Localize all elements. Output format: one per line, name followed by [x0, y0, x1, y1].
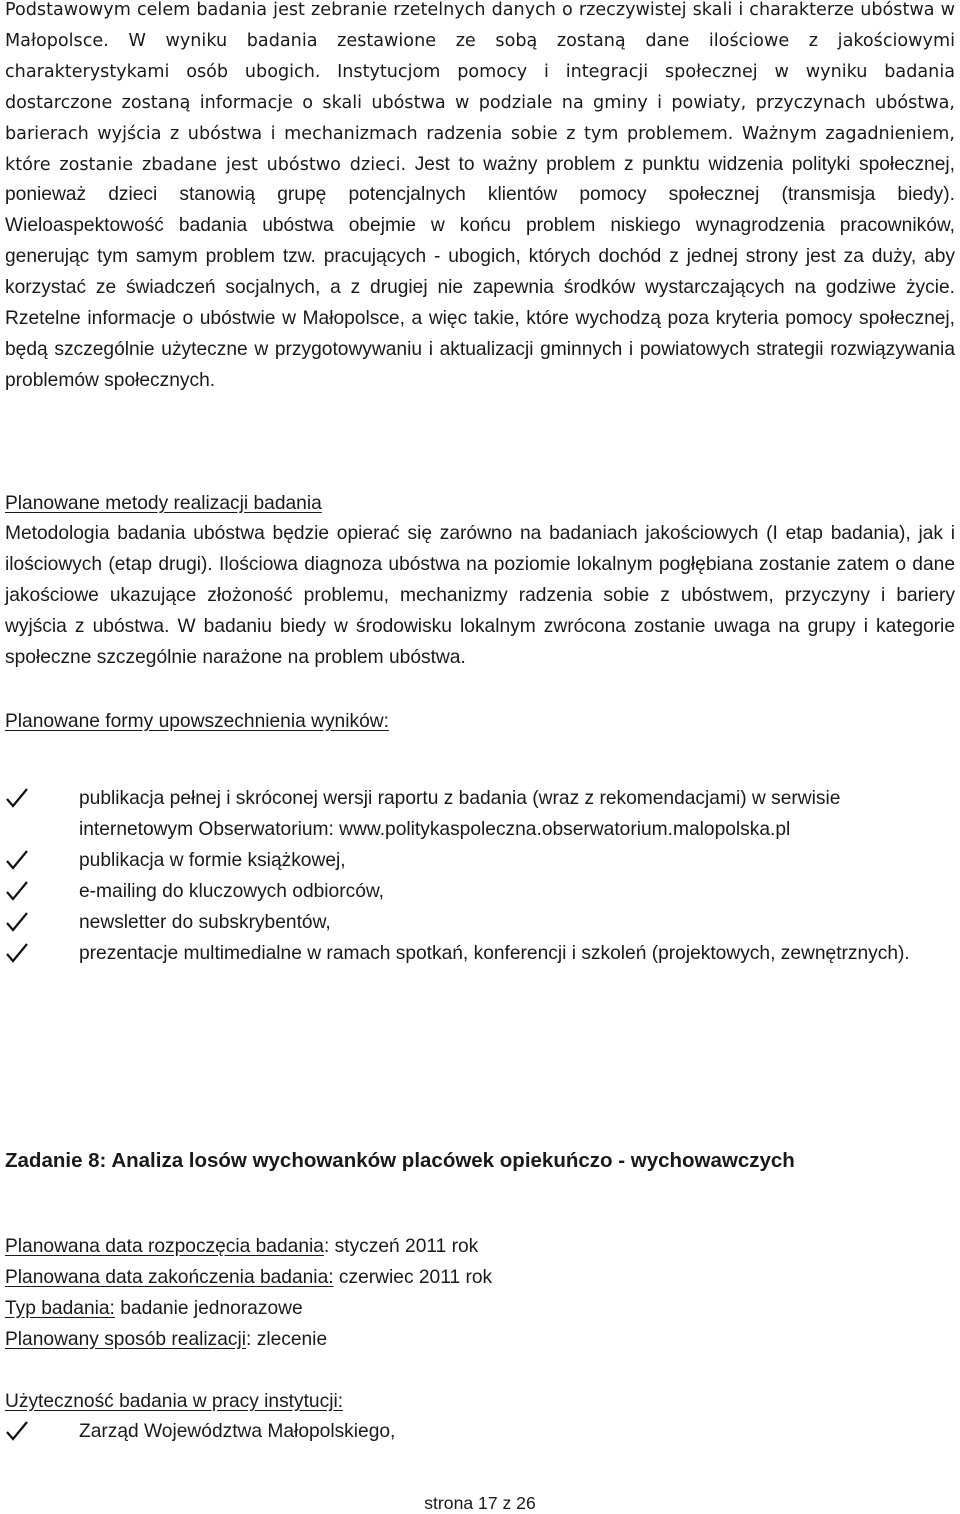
list-item: [5, 846, 955, 877]
usefulness-heading: Użyteczność badania w pracy instytucji:: [5, 1391, 344, 1412]
intro-text-part3: Jest to ważny problem z punktu widzenia polityki społecznej, ponieważ dzieci stanowią grupę potencjalnych klientów pomocy społecznej (transmisja biedy). Wieloaspektowość badania ubóstwa obejmie w końcu problem niskiego wynagrodzenia pracowników, generując tym samym problem tzw. pracujących - ubogich, których dochód z jednej strony jest za duży, aby korzystać ze świadczeń socjalnych, a z drugiej nie zapewnia środków wystarczających na godziwe życie. Rzetelne informacje o ubóstwie w Małopolsce, a więc takie, które wychodzą poza kryteria pomocy społecznej, będą szczególnie użyteczne w przygotowywaniu i aktualizacji gminnych i powiatowych strategii rozwiązywania problemów społecznych.: [5, 153, 955, 391]
list-item-text: e-mailing do kluczowych odbiorców,: [79, 880, 385, 902]
mode-label: Planowany sposób realizacji: [5, 1328, 247, 1350]
list-item: [5, 784, 955, 846]
list-item-text: publikacja pełnej i skróconej wersji raportu z badania (wraz z rekomendacjami) w serwisie internetowym Obserwatorium: www.politykaspoleczna.obserwatorium.malopolska.pl: [79, 788, 841, 840]
list-item-text: newsletter do subskrybentów,: [79, 911, 331, 933]
list-item: [5, 908, 955, 939]
list-item-text: prezentacje multimedialne w ramach spotkań, konferencji i szkoleń (projektowych, zewnętrznych).: [79, 942, 910, 964]
start-date-line: [5, 1232, 955, 1263]
methods-paragraph: [5, 519, 955, 674]
list-item-text: Zarząd Województwa Małopolskiego,: [79, 1421, 396, 1442]
type-line: [5, 1294, 955, 1325]
page-number: strona 17 z 26: [424, 1493, 536, 1513]
intro-text-part2: Instytucjom pomocy i integracji społecznej w wyniku badania dostarczone zostaną informacje o skali ubóstwa w podziale na gminy i powiaty, przyczynach ubóstwa, barierach wyjścia z ubóstwa i mechanizmach radzenia sobie z tym problemem. Ważnym zagadnieniem, które zostanie zbadane jest ubóstwo dzieci.: [5, 61, 955, 175]
list-item: [5, 877, 955, 908]
checkmark-icon: [5, 941, 29, 965]
checkmark-icon: [5, 1419, 29, 1443]
list-item: [5, 939, 955, 970]
start-date-sep: :: [323, 1236, 335, 1257]
task8-details: [5, 1232, 955, 1356]
list-item-text: publikacja w formie książkowej,: [79, 849, 346, 871]
list-item: [5, 1417, 955, 1448]
methods-heading: Planowane metody realizacji badania: [5, 493, 322, 514]
type-value: badanie jednorazowe: [114, 1297, 303, 1319]
checkmark-icon: [5, 848, 29, 872]
type-label: Typ badania:: [5, 1297, 115, 1319]
dissemination-list: [5, 784, 955, 969]
start-date-label: Planowana data rozpoczęcia badania: [5, 1236, 324, 1257]
task8-title: Zadanie 8: Analiza losów wychowanków placówek opiekuńczo - wychowawczych: [5, 1149, 795, 1172]
mode-sep: :: [246, 1328, 257, 1350]
end-date-label: Planowana data zakończenia badania:: [5, 1266, 334, 1288]
end-date-line: [5, 1263, 955, 1294]
checkmark-icon: [5, 910, 29, 934]
usefulness-list: [5, 1417, 955, 1448]
dissemination-heading: Planowane formy upowszechnienia wyników:: [5, 711, 389, 732]
intro-paragraph: [5, 0, 955, 397]
intro-text-part1: Podstawowym celem badania jest zebranie rzetelnych danych o rzeczywistej skali i charakterze ubóstwa w Małopolsce. W wyniku badania zestawione ze sobą zostaną dane ilościowe z jakościowymi charakterystykami osób ubogich.: [5, 0, 955, 82]
mode-line: [5, 1325, 955, 1356]
methods-text: Metodologia badania ubóstwa będzie opierać się zarówno na badaniach jakościowych (I etap badania), jak i ilościowych (etap drugi). Ilościowa diagnoza ubóstwa na poziomie lokalnym pogłębiana zostanie zatem o dane jakościowe ukazujące złożoność problemu, mechanizmy radzenia sobie z ubóstwem, przyczyny i bariery wyjścia z ubóstwa. W badaniu biedy w środowisku lokalnym zwrócona zostanie uwaga na grupy i kategorie społeczne szczególnie narażone na problem ubóstwa.: [5, 523, 955, 668]
checkmark-icon: [5, 786, 29, 810]
start-date-value: styczeń 2011 rok: [334, 1236, 479, 1257]
mode-value: zlecenie: [256, 1328, 328, 1350]
end-date-value: czerwiec 2011 rok: [333, 1266, 493, 1288]
checkmark-icon: [5, 879, 29, 903]
